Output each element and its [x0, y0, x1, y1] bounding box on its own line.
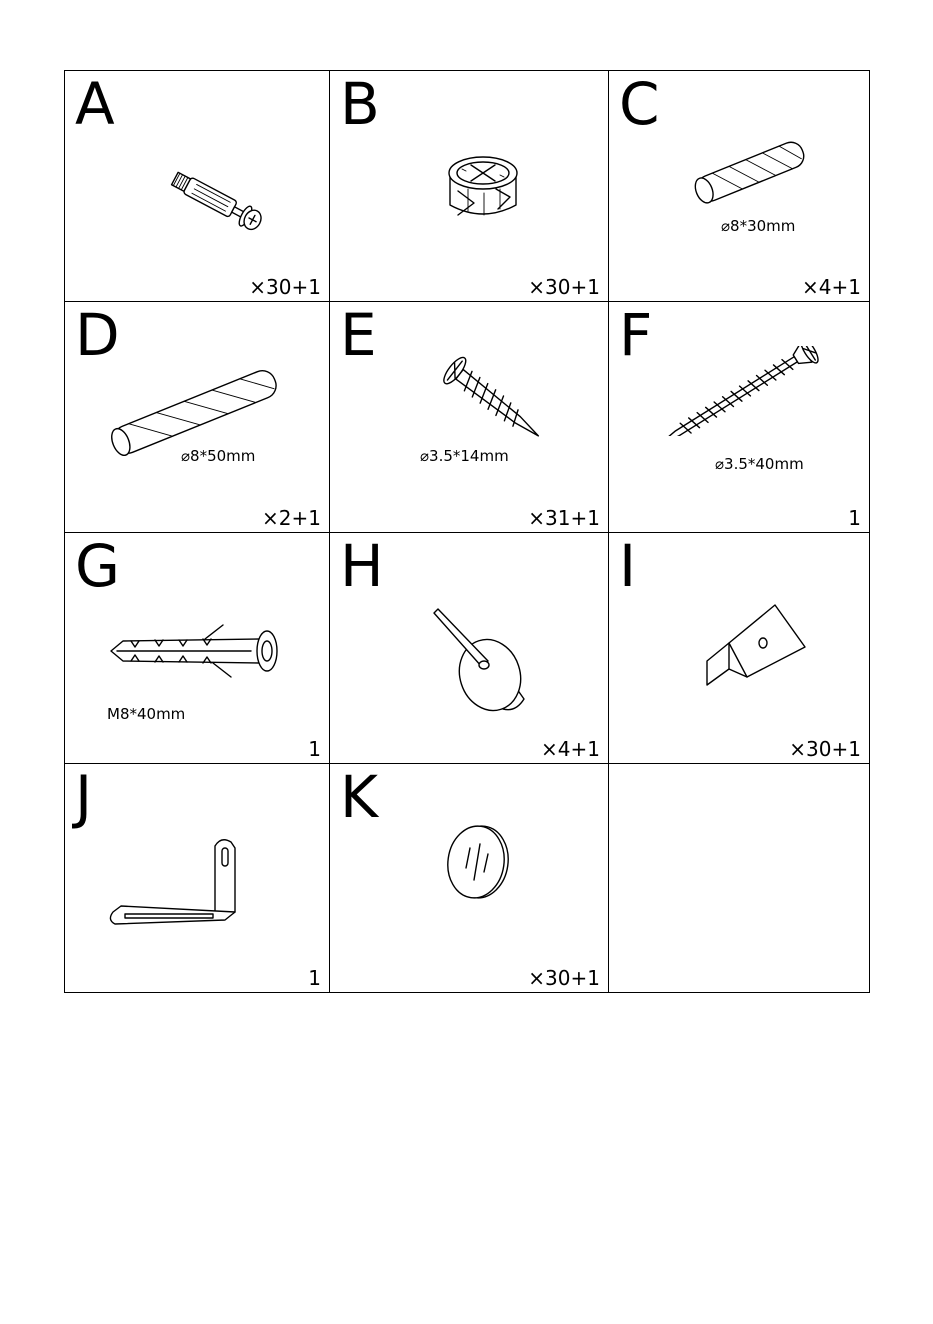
part-cell-f — [608, 301, 870, 533]
part-quantity: ×4+1 — [802, 275, 861, 299]
part-cell-k — [329, 763, 609, 993]
wall-plug-icon — [101, 621, 281, 681]
part-cell-g — [64, 532, 330, 764]
part-letter: J — [75, 763, 92, 831]
part-letter: A — [75, 70, 114, 138]
part-letter: K — [340, 763, 378, 831]
part-cell-i — [608, 532, 870, 764]
l-bracket-icon — [105, 834, 255, 934]
part-quantity: ×31+1 — [528, 506, 600, 530]
long-screw-icon — [655, 346, 835, 436]
wood-dowel-icon — [675, 123, 825, 223]
part-letter: E — [340, 301, 376, 369]
part-spec: ⌀3.5*14mm — [420, 447, 509, 465]
diameter-icon: ⌀ — [420, 447, 430, 465]
part-cell-j — [64, 763, 330, 993]
part-quantity: ×4+1 — [541, 737, 600, 761]
part-letter: C — [619, 70, 659, 138]
diameter-icon: ⌀ — [721, 217, 731, 235]
diameter-icon: ⌀ — [181, 447, 191, 465]
cover-cap-icon — [438, 822, 518, 902]
part-spec: ⌀3.5*40mm — [715, 455, 804, 473]
part-cell-b — [329, 70, 609, 302]
part-quantity: ×30+1 — [789, 737, 861, 761]
part-cell-h — [329, 532, 609, 764]
corner-bracket-icon — [699, 601, 819, 691]
part-letter: D — [75, 301, 119, 369]
part-quantity: ×30+1 — [528, 966, 600, 990]
cam-lock-icon — [438, 149, 528, 229]
part-cell-e — [329, 301, 609, 533]
part-quantity: 1 — [308, 737, 321, 761]
cam-bolt-icon — [149, 151, 281, 251]
part-cell-c — [608, 70, 870, 302]
part-cell-a — [64, 70, 330, 302]
part-letter: G — [75, 532, 119, 600]
part-spec: ⌀8*30mm — [721, 217, 796, 235]
part-letter: B — [340, 70, 379, 138]
part-spec: M8*40mm — [107, 705, 186, 723]
short-screw-icon — [430, 352, 560, 452]
nail-glide-icon — [426, 603, 536, 713]
part-letter: H — [340, 532, 383, 600]
part-quantity: 1 — [848, 506, 861, 530]
hardware-parts-table — [64, 70, 870, 993]
part-spec: ⌀8*50mm — [181, 447, 256, 465]
part-quantity: ×30+1 — [528, 275, 600, 299]
empty-cell — [608, 763, 870, 993]
part-letter: I — [619, 532, 636, 600]
part-letter: F — [619, 301, 652, 369]
diameter-icon: ⌀ — [715, 455, 725, 473]
part-quantity: 1 — [308, 966, 321, 990]
part-quantity: ×30+1 — [249, 275, 321, 299]
part-quantity: ×2+1 — [262, 506, 321, 530]
part-cell-d — [64, 301, 330, 533]
